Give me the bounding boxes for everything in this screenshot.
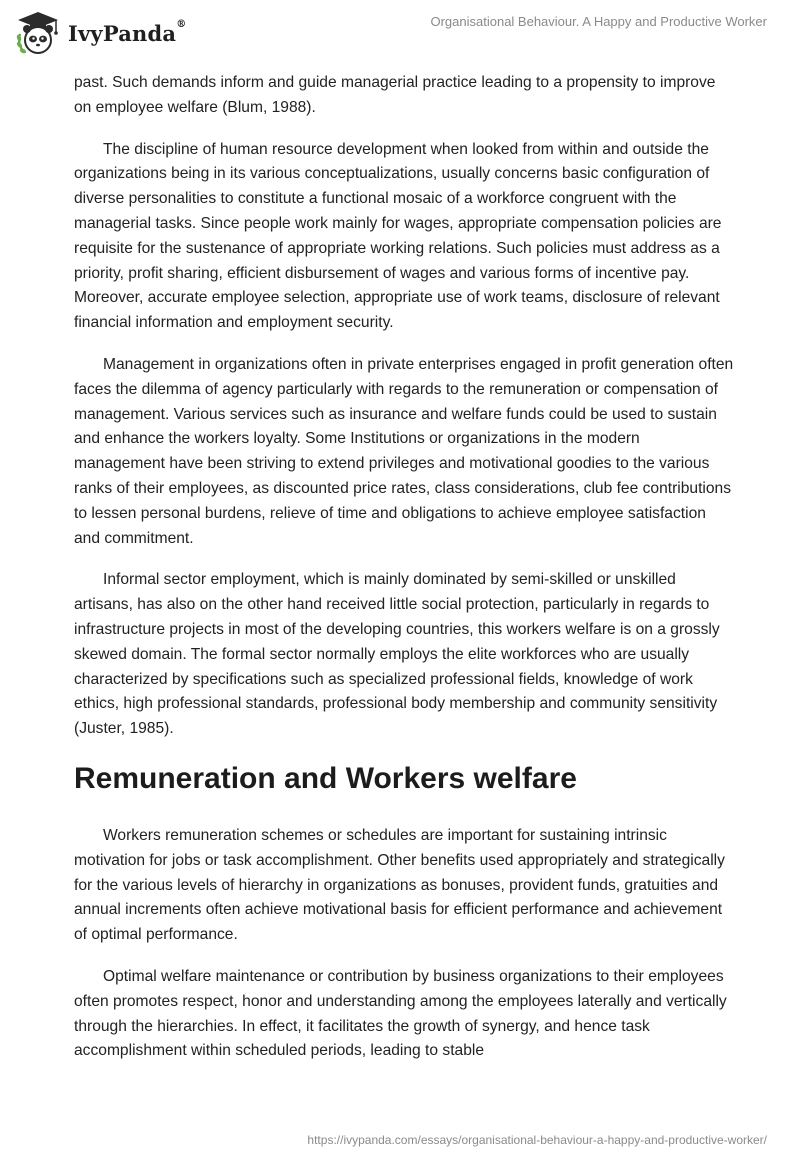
document-title: Organisational Behaviour. A Happy and Productive Worker (430, 14, 767, 29)
paragraph: The discipline of human resource development when looked from within and outside the organizations being in its various conceptualizations, usually concerns basic configuration of diverse personalities to constitute a functional mosaic of a workforce congruent with the managerial tasks. Since people work mainly for wages, appropriate compensation policies are requisite for the sustenance of appropriate working relations. Such policies must address as a priority, profit sharing, efficient disbursement of wages and various forms of incentive pay. Moreover, accurate employee selection, appropriate use of work teams, disclosure of relevant financial information and employment security. (74, 140, 722, 332)
paragraph: Workers remuneration schemes or schedules are important for sustaining intrinsic motivation for jobs or task accomplishment. Other benefits used appropriately and strategically for the various levels of hierarchy in organizations as bonuses, provident funds, gratuities and annual increments often achieve motivational basis for efficient performance and achievement of optimal performance. (74, 826, 725, 944)
brand-name: IvyPanda® (68, 18, 187, 46)
source-url[interactable]: https://ivypanda.com/essays/organisational-behaviour-a-happy-and-productive-worker/ (307, 1133, 767, 1147)
paragraph: Informal sector employment, which is mainly dominated by semi-skilled or unskilled artisans, has also on the other hand received little social protection, particularly in regards to infrastructure projects in most of the developing countries, this workers welfare is on a grossly skewed domain. The formal sector normally employs the elite workforces who are usually characterized by specifications such as specialized professional fields, knowledge of work ethics, high professional standards, professional body membership and community sensitivity (Juster, 1985). (74, 571, 720, 738)
paragraph: past. Such demands inform and guide managerial practice leading to a propensity to improve on employee welfare (Blum, 1988). (74, 74, 716, 116)
page-header (0, 0, 800, 70)
section-heading: Remuneration and Workers welfare (74, 761, 577, 795)
panda-graduate-icon (14, 10, 62, 56)
essay-body (74, 71, 734, 1081)
paragraph: Management in organizations often in private enterprises engaged in profit generation often faces the dilemma of agency particularly with regards to the remuneration or compensation of management. Various services such as insurance and welfare funds could be used to sustain and enhance the workers loyalty. Some Institutions or organizations in the modern management have been striving to extend privileges and motivational goodies to the various ranks of their employees, as discounted price rates, class considerations, club fee contributions to lessen personal burdens, relieve of time and obligations to achieve employee satisfaction and commitment. (74, 355, 734, 547)
registered-mark: ® (176, 18, 187, 30)
ivypanda-logo[interactable] (14, 10, 186, 56)
paragraph: Optimal welfare maintenance or contribution by business organizations to their employees often promotes respect, honor and understanding among the employees laterally and vertically through the hierarchies. In effect, it facilitates the growth of synergy, and hence task accomplishment within scheduled periods, leading to stable (74, 967, 727, 1060)
